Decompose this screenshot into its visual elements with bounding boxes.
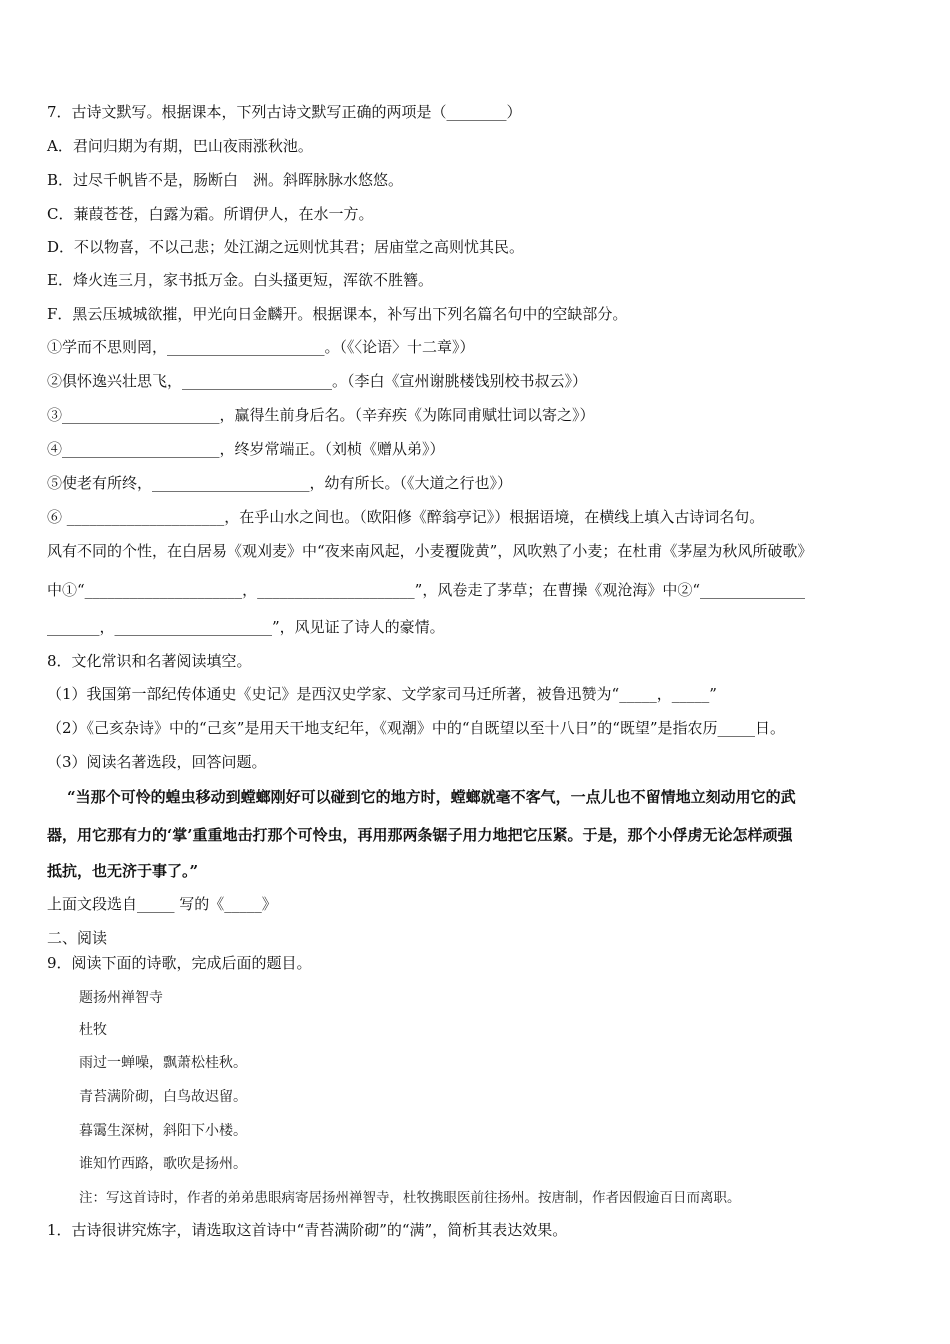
wind-paragraph-line-2: 中①“_____________________，_____________________”，风卷走了茅草；在曹操《观沧海》中②“______________ xyxy=(47,581,806,599)
excerpt-line-3: 抵抗，也无济于事了。” xyxy=(47,862,199,880)
q8-item-1: （1）我国第一部纪传体通史《史记》是西汉史学家、文学家司马迁所著，被鲁迅赞为“_____，_____” xyxy=(47,685,717,703)
question-8-title: 8．文化常识和名著阅读填空。 xyxy=(47,652,252,670)
excerpt-line-1: “当那个可怜的蝗虫移动到螳螂刚好可以碰到它的地方时，螳螂就毫不客气，一点儿也不留情地立刻动用它的武 xyxy=(67,788,796,806)
poem-title: 题扬州禅智寺 xyxy=(79,990,163,1006)
fill-blank-2: ②俱怀逸兴壮思飞，____________________。（李白《宣州谢朓楼饯别校书叔云》） xyxy=(47,372,588,390)
option-c: C．蒹葭苍苍，白露为霜。所谓伊人，在水一方。 xyxy=(47,205,374,223)
poem-author: 杜牧 xyxy=(79,1022,107,1038)
option-d: D．不以物喜，不以己悲；处江湖之远则忧其君；居庙堂之高则忧其民。 xyxy=(47,238,525,256)
excerpt-line-2: 器，用它那有力的‘掌’重重地击打那个可怜虫，再用那两条锯子用力地把它压紧。于是，那个小俘虏无论怎样顽强 xyxy=(47,826,793,844)
wind-paragraph-line-3: _______，_____________________”，风见证了诗人的豪情。 xyxy=(47,618,445,636)
poem-line-2: 青苔满阶砌，白鸟故迟留。 xyxy=(79,1089,247,1105)
question-7-title: 7．古诗文默写。根据课本，下列古诗文默写正确的两项是（________） xyxy=(47,103,522,121)
fill-blank-6: ⑥ _____________________，在乎山水之间也。（欧阳修《醉翁亭记》）根据语境，在横线上填入古诗词名句。 xyxy=(47,508,765,526)
poem-line-4: 谁知竹西路，歌吹是扬州。 xyxy=(79,1156,247,1172)
q9-subquestion-1: 1．古诗很讲究炼字，请选取这首诗中“青苔满阶砌”的“满”，简析其表达效果。 xyxy=(47,1221,568,1239)
q8-item-2: （2）《己亥杂诗》中的“己亥”是用天干地支纪年，《观潮》中的“自既望以至十八日”的“既望”是指农历_____日。 xyxy=(47,719,786,737)
question-9-title: 9．阅读下面的诗歌，完成后面的题目。 xyxy=(47,954,312,972)
q8-item-3: （3）阅读名著选段，回答问题。 xyxy=(47,753,267,771)
wind-paragraph-line-1: 风有不同的个性，在白居易《观刈麦》中“夜来南风起，小麦覆陇黄”，风吹熟了小麦；在杜甫《茅屋为秋风所破歌》 xyxy=(47,542,813,560)
fill-blank-3: ③_____________________，赢得生前身后名。（辛弃疾《为陈同甫赋壮词以寄之》） xyxy=(47,406,595,424)
poem-note: 注：写这首诗时，作者的弟弟患眼病寄居扬州禅智寺，杜牧携眼医前往扬州。按唐制，作者因假逾百日而离职。 xyxy=(79,1190,741,1206)
fill-blank-1: ①学而不思则罔，_____________________。（《〈论语〉十二章》） xyxy=(47,338,475,356)
fill-blank-5: ⑤使老有所终，_____________________，幼有所长。（《大道之行也》） xyxy=(47,474,513,492)
option-e: E．烽火连三月，家书抵万金。白头搔更短，浑欲不胜簪。 xyxy=(47,271,433,289)
excerpt-source: 上面文段选自_____ 写的《_____》 xyxy=(47,895,277,913)
section-heading-reading: 二、阅读 xyxy=(47,929,108,947)
option-a: A．君问归期为有期，巴山夜雨涨秋池。 xyxy=(47,137,313,155)
poem-line-1: 雨过一蝉噪，飘萧松桂秋。 xyxy=(79,1055,247,1071)
poem-line-3: 暮霭生深树，斜阳下小楼。 xyxy=(79,1123,247,1139)
fill-blank-4: ④_____________________，终岁常端正。（刘桢《赠从弟》） xyxy=(47,440,445,458)
option-f: F．黑云压城城欲摧，甲光向日金麟开。根据课本，补写出下列名篇名句中的空缺部分。 xyxy=(47,305,628,323)
option-b: B．过尽千帆皆不是，肠断白 洲。斜晖脉脉水悠悠。 xyxy=(47,171,404,189)
